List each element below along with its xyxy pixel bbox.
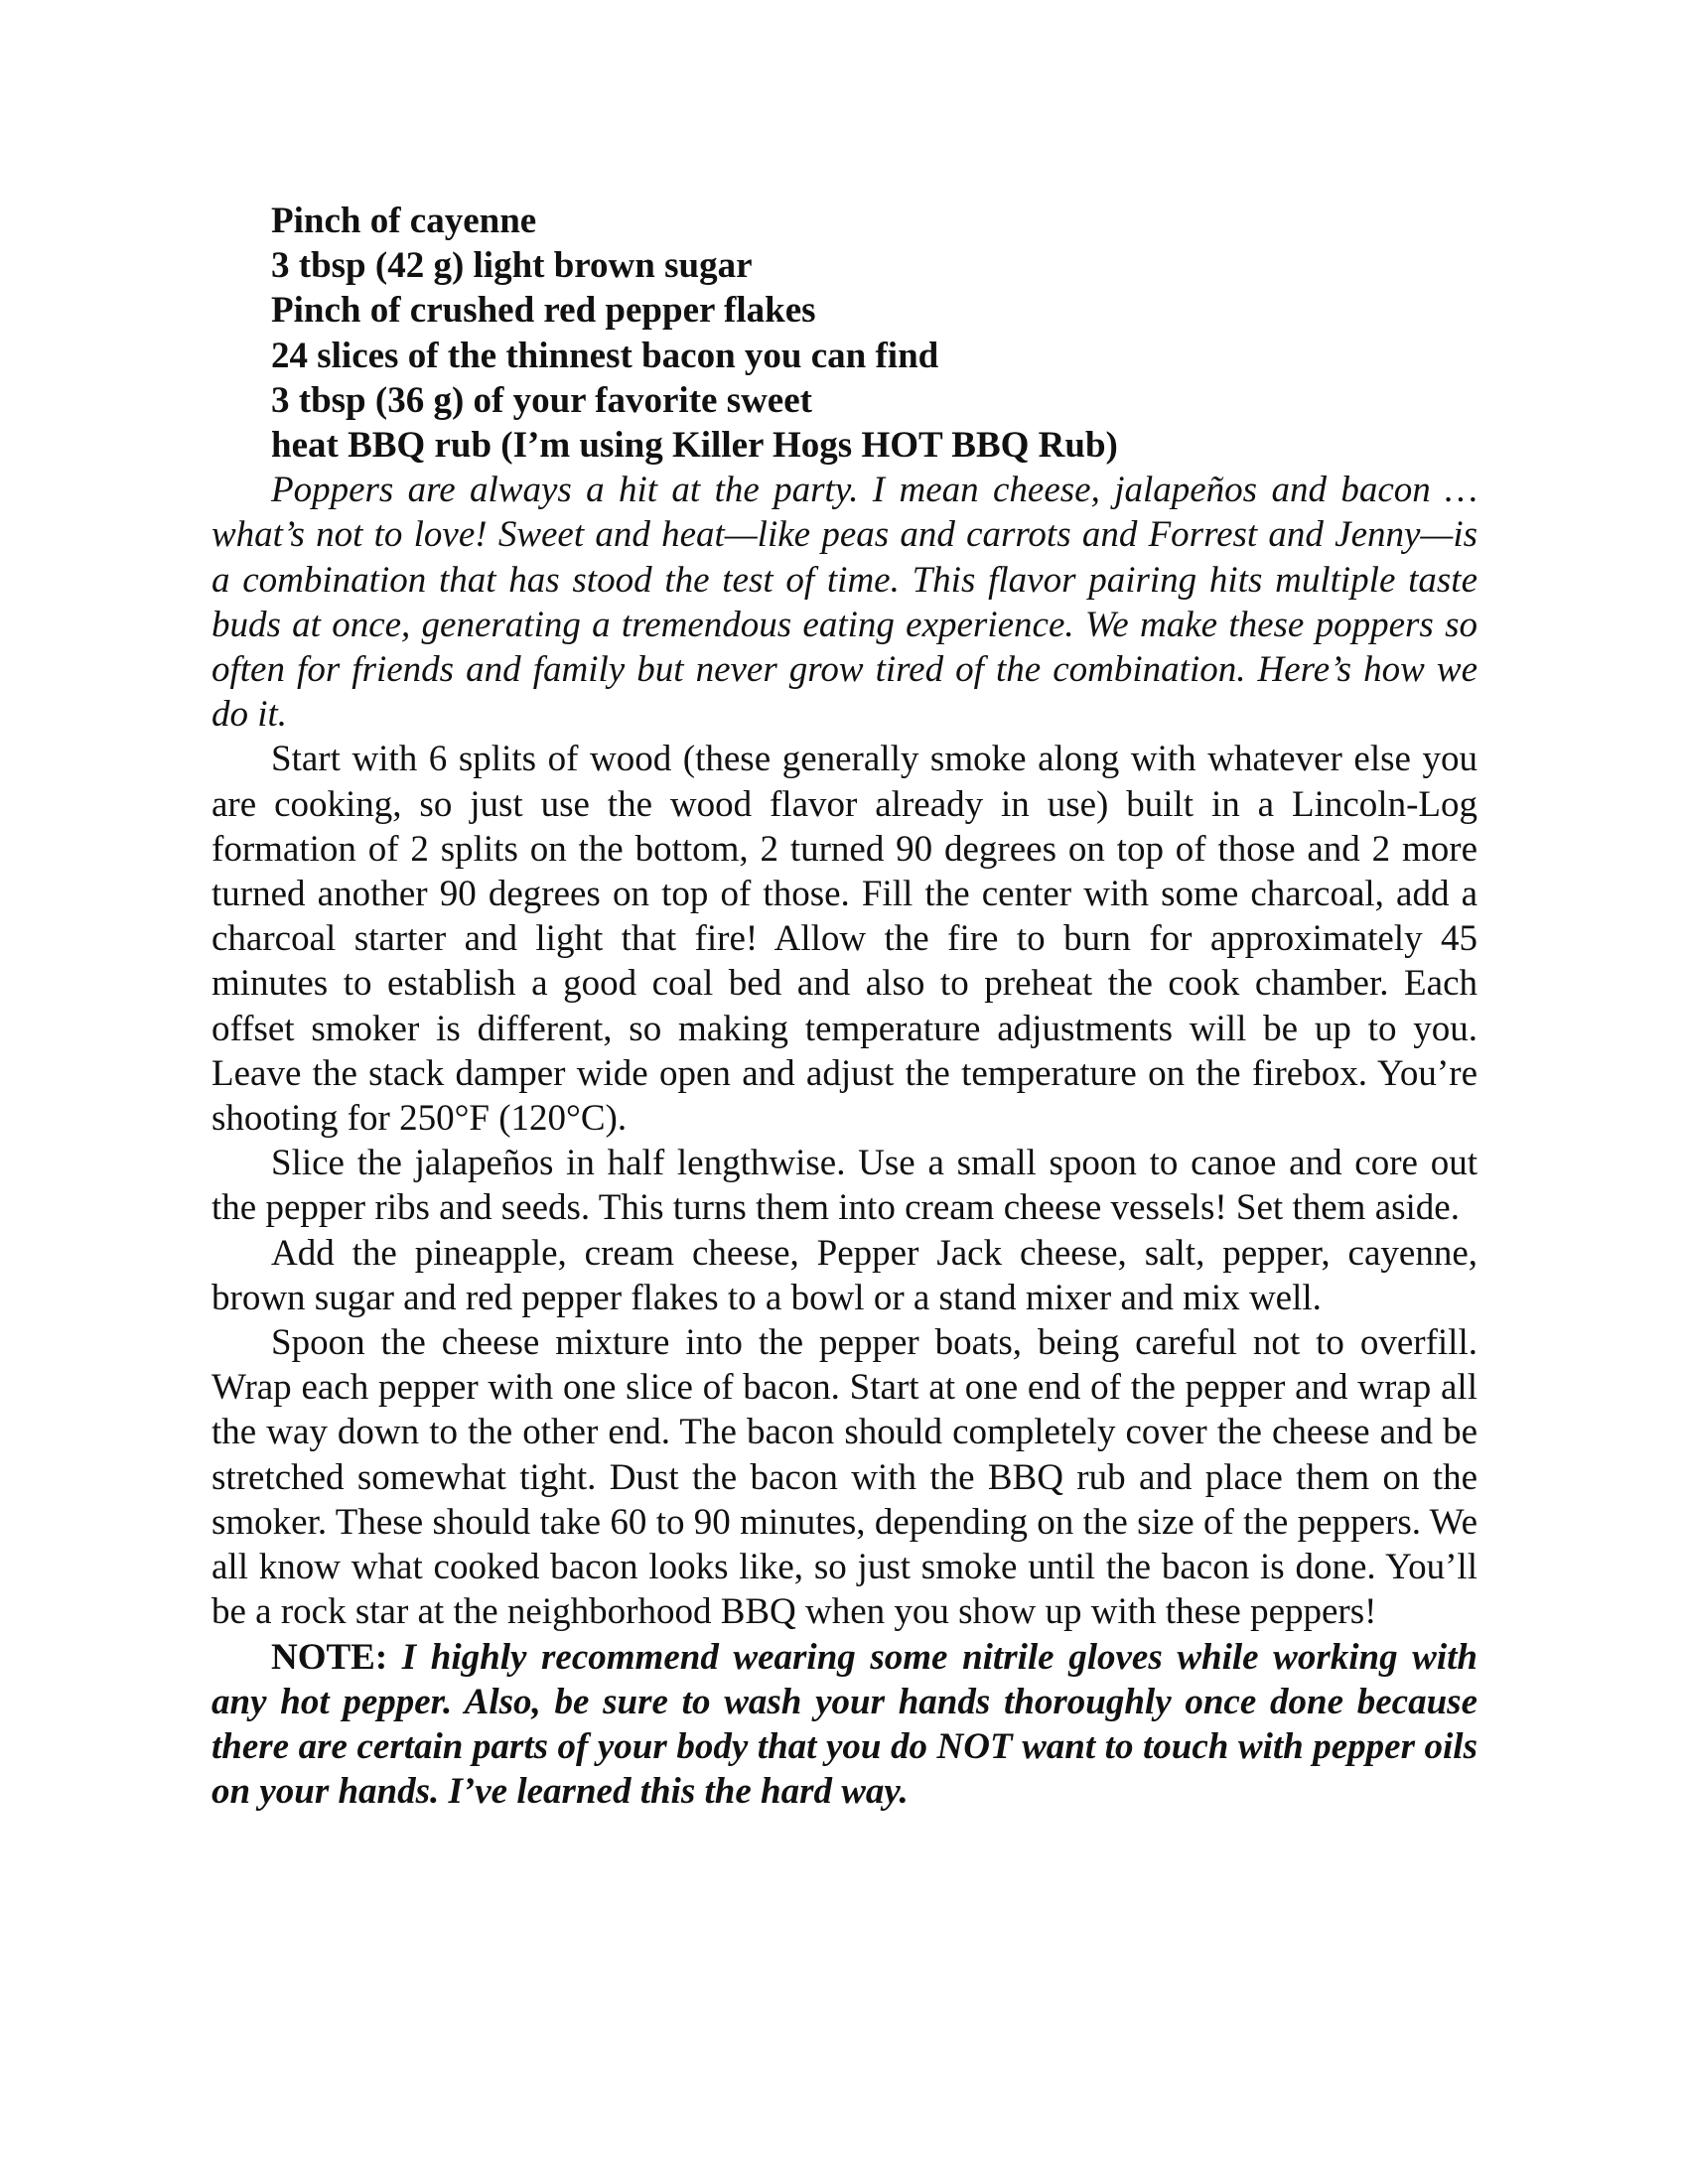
note-paragraph [211, 1635, 1477, 1815]
ingredient-item: Pinch of crushed red pepper flakes [271, 290, 816, 332]
instruction-step-2: Slice the jalapeños in half lengthwise. Use a small spoon to canoe and core out the pepper ribs and seeds. This turns them into cream cheese vessels! Set them aside. [211, 1143, 1477, 1229]
ingredient-item: 3 tbsp (36 g) of your favorite sweet [271, 379, 812, 421]
ingredient-list [211, 199, 1477, 468]
note-text: I highly recommend wearing some nitrile gloves while working with any hot pepper. Also, be sure to wash your hands thoroughly once done because there are certain parts of your body that you do NOT want to touch with pepper oils on your hands. I’ve learned this the hard way. [211, 1636, 1477, 1813]
note-label: NOTE: [271, 1636, 388, 1678]
instruction-step-1: Start with 6 splits of wood (these generally smoke along with whatever else you are cooking, so just use the wood flavor already in use) built in a Lincoln-Log formation of 2 splits on the bottom, 2 turned 90 degrees on top of those and 2 more turned another 90 degrees on top of those. Fill the center with some charcoal, add a charcoal starter and light that fire! Allow the fire to burn for approximately 45 minutes to establish a good coal bed and also to preheat the cook chamber. Each offset smoker is different, so making temperature adjustments will be up to you. Leave the stack damper wide open and adjust the temperature on the firebox. You’re shooting for 250°F (120°C). [211, 739, 1477, 1140]
instruction-step-4: Spoon the cheese mixture into the pepper boats, being careful not to overfill. Wrap each pepper with one slice of bacon. Start at one end of the pepper and wrap all the way down to the other end. The bacon should completely cover the cheese and be stretched somewhat tight. Dust the bacon with the BBQ rub and place them on the smoker. These should take 60 to 90 minutes, depending on the size of the peppers. We all know what cooked bacon looks like, so just smoke until the bacon is done. You’ll be a rock star at the neighborhood BBQ when you show up with these peppers! [211, 1322, 1477, 1633]
recipe-intro: Poppers are always a hit at the party. I mean cheese, jalapeños and bacon … what’s not to love! Sweet and heat—like peas and carrots and Forrest and Jenny—is a combination that has stood the test of time. This flavor pairing hits multiple taste buds at once, generating a tremendous eating experience. We make these poppers so often for friends and family but never grow tired of the combination. Here’s how we do it. [211, 470, 1477, 736]
ingredient-item: 24 slices of the thinnest bacon you can find [271, 335, 939, 376]
ingredient-item: heat BBQ rub (I’m using Killer Hogs HOT BBQ Rub) [271, 425, 1118, 467]
recipe-page [211, 199, 1477, 1814]
ingredient-item: Pinch of cayenne [271, 201, 537, 241]
ingredient-item: 3 tbsp (42 g) light brown sugar [271, 245, 753, 287]
instruction-step-3: Add the pineapple, cream cheese, Pepper Jack cheese, salt, pepper, cayenne, brown sugar and red pepper flakes to a bowl or a stand mixer and mix well. [211, 1232, 1477, 1318]
